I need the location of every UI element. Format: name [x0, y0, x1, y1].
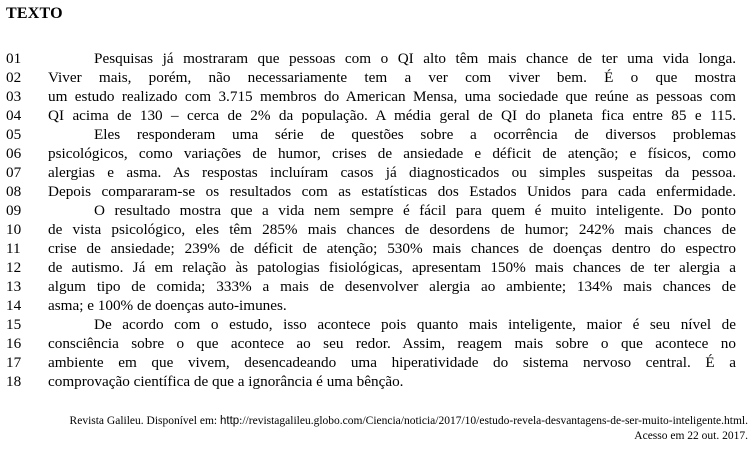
text-line: [0, 144, 756, 163]
text-line: [0, 163, 756, 182]
line-text: de vista psicológico, eles têm 285% mais chances de desordens de humor; 242% mais chances de: [48, 221, 736, 238]
text-line: [0, 87, 756, 106]
line-number: 18: [6, 373, 22, 390]
text-line: [0, 353, 756, 372]
line-number: 10: [6, 221, 22, 238]
line-number: 12: [6, 259, 22, 276]
line-number: 03: [6, 88, 22, 105]
line-number: 02: [6, 69, 22, 86]
line-number: 13: [6, 278, 22, 295]
line-text: consciência sobre o que acontece ao seu redor. Assim, reagem mais sobre o que acontece no: [48, 335, 736, 352]
line-number: 05: [6, 126, 22, 143]
text-line: [0, 182, 756, 201]
line-text: Pesquisas já mostraram que pessoas com o QI alto têm mais chance de ter uma vida longa.: [94, 50, 736, 67]
text-line: [0, 68, 756, 87]
line-text: um estudo realizado com 3.715 membros do American Mensa, uma sociedade que reúne as pessoas com: [48, 88, 736, 105]
line-number: 16: [6, 335, 22, 352]
line-text: algum tipo de comida; 333% a mais de desenvolver alergia ao ambiente; 134% mais chances de: [48, 278, 736, 295]
text-line: [0, 201, 756, 220]
text-line: [0, 315, 756, 334]
line-text: psicológicos, como variações de humor, crises de ansiedade e déficit de atenção; e físicos, como: [48, 145, 736, 162]
source-url[interactable]: ://revistagalileu.globo.com/Ciencia/noticia/2017/10/estudo-revela-desvantagens-de-ser-muito-inteligente.html.: [239, 415, 748, 427]
text-line: [0, 125, 756, 144]
line-text: crise de ansiedade; 239% de déficit de atenção; 530% mais chances de doenças dentro do espectro: [48, 240, 736, 257]
line-number: 14: [6, 297, 22, 314]
line-text: ambiente em que vivem, desencadeando uma hiperatividade do sistema nervoso central. É a: [48, 354, 736, 371]
text-line: [0, 334, 756, 353]
line-text: de autismo. Já em relação às patologias fisiológicas, apresentam 150% mais chances de ter alergia a: [48, 259, 736, 276]
line-number: 11: [6, 240, 21, 257]
text-line: [0, 258, 756, 277]
text-line: [0, 277, 756, 296]
document-title: TEXTO: [6, 5, 63, 22]
line-number: 06: [6, 145, 22, 162]
line-text: asma; e 100% de doenças auto-imunes.: [48, 297, 287, 314]
line-number: 17: [6, 354, 22, 371]
source-access-date: Acesso em 22 out. 2017.: [634, 430, 748, 442]
text-line: [0, 372, 756, 391]
text-line: [0, 106, 756, 125]
line-number: 09: [6, 202, 22, 219]
line-text: O resultado mostra que a vida nem sempre é fácil para quem é muito inteligente. Do ponto: [94, 202, 736, 219]
line-text: QI acima de 130 – cerca de 2% da população. A média geral de QI do planeta fica entre 85 e 115.: [48, 107, 736, 124]
source-line: [8, 414, 748, 429]
text-line: [0, 49, 756, 68]
line-number: 07: [6, 164, 22, 181]
line-text: alergias e asma. As respostas incluíram casos já diagnosticados ou simples suspeitas da pessoa.: [48, 164, 736, 181]
line-text: comprovação científica de que a ignorância é uma bênção.: [48, 373, 404, 390]
line-text: De acordo com o estudo, isso acontece pois quanto mais inteligente, maior é seu nível de: [94, 316, 736, 333]
line-text: Depois compararam-se os resultados com as estatísticas dos Estados Unidos para cada enfermidade.: [48, 183, 736, 200]
line-number: 04: [6, 107, 22, 124]
text-line: [0, 220, 756, 239]
source-citation: [8, 414, 748, 444]
text-line: [0, 296, 756, 315]
source-url-scheme[interactable]: http: [219, 415, 240, 427]
line-text: Viver mais, porém, não necessariamente tem a ver com viver bem. É o que mostra: [48, 69, 736, 86]
text-line: [0, 239, 756, 258]
line-number: 08: [6, 183, 22, 200]
line-number: 15: [6, 316, 22, 333]
line-text: Eles responderam uma série de questões sobre a ocorrência de diversos problemas: [94, 126, 736, 143]
source-prefix: Revista Galileu. Disponível em:: [69, 415, 220, 427]
line-number: 01: [6, 50, 22, 67]
